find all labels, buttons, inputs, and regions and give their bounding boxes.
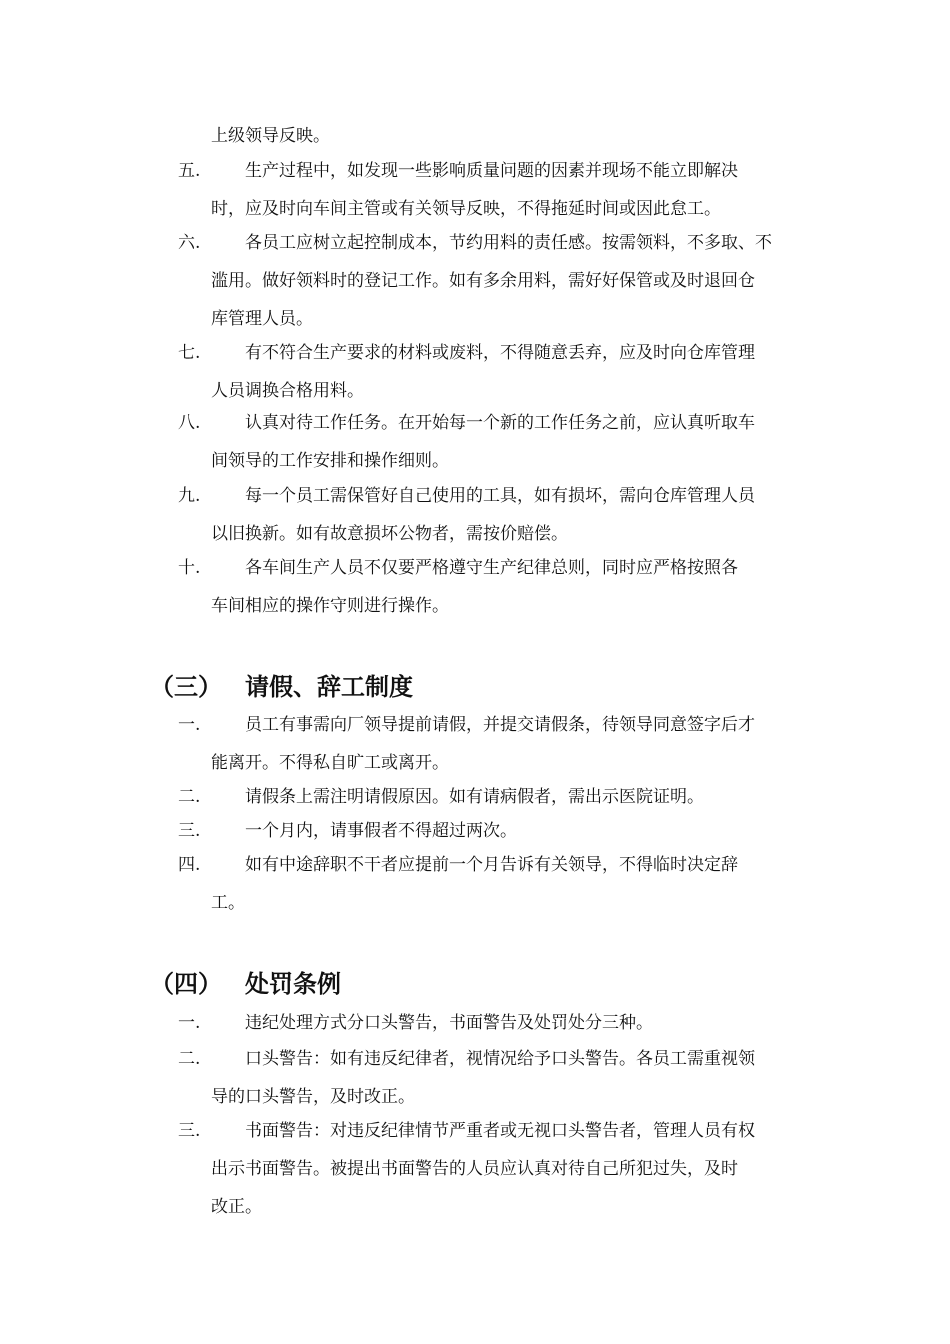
list-item <box>178 1040 818 1116</box>
item-text: 以旧换新。如有故意损坏公物者，需按价赔偿。 <box>211 524 568 544</box>
item-text: 出示书面警告。被提出书面警告的人员应认真对待自己所犯过失，及时 <box>211 1159 738 1179</box>
item-text: 一个月内，请事假者不得超过两次。 <box>245 821 517 841</box>
item-number: 一. <box>178 715 201 735</box>
item-text: 库管理人员。 <box>211 309 313 329</box>
item-text: 车间相应的操作守则进行操作。 <box>211 596 449 616</box>
item-number: 一. <box>178 1013 201 1033</box>
section-title: 处罚条例 <box>245 969 341 998</box>
list-item <box>178 404 818 480</box>
list-item <box>178 706 818 782</box>
item-text: 认真对待工作任务。在开始每一个新的工作任务之前，应认真听取车 <box>245 413 755 433</box>
item-text: 员工有事需向厂领导提前请假，并提交请假条，待领导同意签字后才 <box>245 715 755 735</box>
item-text: 每一个员工需保管好自己使用的工具，如有损坏，需向仓库管理人员 <box>245 486 755 506</box>
item-number: 八. <box>178 413 201 433</box>
item-text: 请假条上需注明请假原因。如有请病假者，需出示医院证明。 <box>245 787 704 807</box>
item-text: 改正。 <box>211 1197 262 1217</box>
item-number: 七. <box>178 343 201 363</box>
item-number: 二. <box>178 1049 201 1069</box>
item-number: 五. <box>178 161 201 181</box>
item-text: 滥用。做好领料时的登记工作。如有多余用料，需好好保管或及时退回仓 <box>211 271 755 291</box>
section-title: 请假、辞工制度 <box>245 672 413 701</box>
list-item <box>178 1112 818 1226</box>
item-text: 时，应及时向车间主管或有关领导反映，不得拖延时间或因此怠工。 <box>211 199 721 219</box>
section-heading <box>150 669 413 705</box>
item-number: 三. <box>178 821 201 841</box>
item-text: 能离开。不得私自旷工或离开。 <box>211 753 449 773</box>
section-number: （四） <box>150 969 222 998</box>
item-text: 工。 <box>211 893 245 913</box>
list-item <box>178 1004 818 1042</box>
item-text: 导的口头警告，及时改正。 <box>211 1087 415 1107</box>
item-text: 如有中途辞职不干者应提前一个月告诉有关领导，不得临时决定辞 <box>245 855 738 875</box>
list-item <box>178 846 818 922</box>
list-item <box>178 812 818 850</box>
item-text: 口头警告：如有违反纪律者，视情况给予口头警告。各员工需重视领 <box>245 1049 755 1069</box>
item-text: 间领导的工作安排和操作细则。 <box>211 451 449 471</box>
item-text: 违纪处理方式分口头警告，书面警告及处罚处分三种。 <box>245 1013 653 1033</box>
item-number: 四. <box>178 855 201 875</box>
item-number: 三. <box>178 1121 201 1141</box>
item-number: 十. <box>178 558 201 578</box>
item-number: 二. <box>178 787 201 807</box>
list-item <box>178 549 818 625</box>
list-item <box>178 152 818 228</box>
item-text: 书面警告：对违反纪律情节严重者或无视口头警告者，管理人员有权 <box>245 1121 755 1141</box>
intro-continuation: 上级领导反映。 <box>211 126 330 146</box>
item-number: 九. <box>178 486 201 506</box>
item-text: 人员调换合格用料。 <box>211 381 364 401</box>
item-text: 有不符合生产要求的材料或废料，不得随意丢弃，应及时向仓库管理 <box>245 343 755 363</box>
item-text: 各车间生产人员不仅要严格遵守生产纪律总则，同时应严格按照各 <box>245 558 738 578</box>
list-item <box>178 778 818 816</box>
item-text: 生产过程中，如发现一些影响质量问题的因素并现场不能立即解决 <box>245 161 738 181</box>
item-text: 各员工应树立起控制成本，节约用料的责任感。按需领料，不多取、不 <box>245 233 772 253</box>
section-heading <box>150 966 341 1002</box>
item-number: 六. <box>178 233 201 253</box>
list-item <box>178 477 818 553</box>
list-item <box>178 224 818 338</box>
section-number: （三） <box>150 672 222 701</box>
list-item <box>178 334 818 410</box>
